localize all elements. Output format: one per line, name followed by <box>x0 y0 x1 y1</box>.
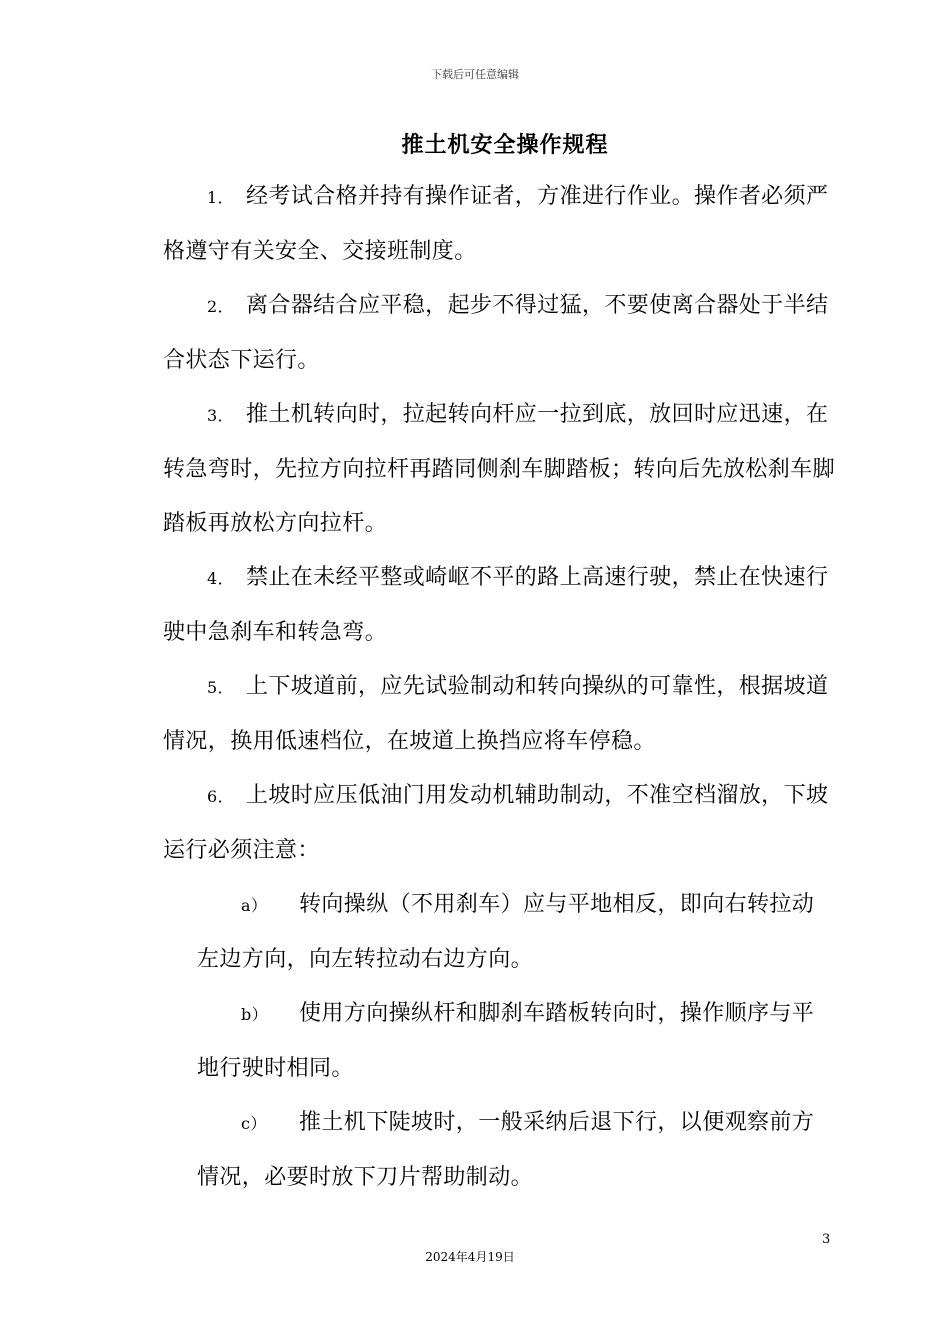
paragraph-text: 禁止在未经平整或崎岖不平的路上高速行驶，禁止在快速行驶中急刹车和转急弯。 <box>163 565 829 645</box>
page-header: 下载后可任意编辑 <box>431 68 519 81</box>
paragraph-number: 5． <box>207 678 234 697</box>
sub-item-b <box>197 987 835 1096</box>
sub-item-text: 转向操纵（不用刹车）应与平地相反，即向右转拉动左边方向，向左转拉动右边方向。 <box>197 892 815 972</box>
paragraph-1 <box>163 170 835 279</box>
sub-item-a <box>197 878 835 987</box>
sub-item-marker: b） <box>241 1005 269 1024</box>
paragraph-number: 3． <box>207 406 234 425</box>
paragraph-text: 经考试合格并持有操作证者，方准进行作业。操作者必须严格遵守有关安全、交接班制度。 <box>163 184 829 264</box>
document-title: 推土机安全操作规程 <box>401 133 609 158</box>
paragraph-5 <box>163 660 835 769</box>
paragraph-text: 离合器结合应平稳，起步不得过猛，不要使离合器处于半结合状态下运行。 <box>163 293 829 373</box>
document-body <box>163 170 835 1205</box>
sub-item-text: 使用方向操纵杆和脚刹车踏板转向时，操作顺序与平地行驶时相同。 <box>197 1001 815 1081</box>
paragraph-number: 4． <box>207 569 234 588</box>
paragraph-text: 上坡时应压低油门用发动机辅助制动，不准空档溜放，下坡运行必须注意： <box>163 783 829 863</box>
paragraph-6 <box>163 769 835 878</box>
sub-item-marker: c） <box>241 1114 267 1133</box>
paragraph-number: 2． <box>207 297 234 316</box>
paragraph-text: 上下坡道前，应先试验制动和转向操纵的可靠性，根据坡道情况，换用低速档位，在坡道上换挡应将车停稳。 <box>163 674 829 754</box>
paragraph-4 <box>163 551 835 660</box>
paragraph-2 <box>163 279 835 388</box>
paragraph-text: 推土机转向时，拉起转向杆应一拉到底，放回时应迅速，在转急弯时，先拉方向拉杆再踏同侧刹车脚踏板；转向后先放松刹车脚踏板再放松方向拉杆。 <box>163 402 836 536</box>
page-date: 2024年4月19日 <box>425 1250 515 1264</box>
sub-item-marker: a） <box>241 896 268 915</box>
paragraph-3 <box>163 388 835 551</box>
paragraph-number: 6． <box>207 787 234 806</box>
sub-item-c <box>197 1096 835 1205</box>
sub-item-text: 推土机下陡坡时，一般采纳后退下行，以便观察前方情况，必要时放下刀片帮助制动。 <box>197 1110 815 1190</box>
page-number: 3 <box>822 1232 831 1247</box>
paragraph-number: 1． <box>207 188 234 207</box>
